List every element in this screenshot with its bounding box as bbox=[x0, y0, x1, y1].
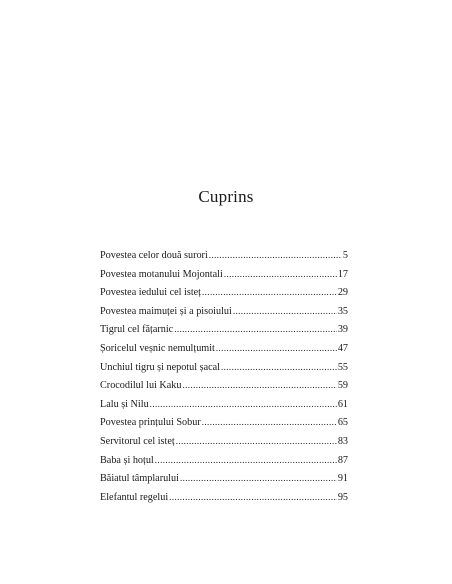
toc-entry-page: 87 bbox=[337, 454, 348, 466]
toc-entry-page: 35 bbox=[337, 305, 348, 317]
toc-entry bbox=[100, 267, 348, 286]
toc-entry-title: Povestea prințului Sobur bbox=[100, 417, 201, 429]
toc-entry-title: Unchiul tigru și nepotul șacal bbox=[100, 361, 220, 373]
toc-dot-leader bbox=[180, 471, 337, 486]
toc-dot-leader bbox=[233, 304, 337, 319]
toc-entry bbox=[100, 322, 348, 341]
toc-entry bbox=[100, 248, 348, 267]
toc-entry bbox=[100, 341, 348, 360]
toc-entry-title: Șoricelul veșnic nemulțumit bbox=[100, 342, 215, 354]
toc-entry-title: Servitorul cel isteț bbox=[100, 435, 175, 447]
toc-entry-page: 65 bbox=[337, 417, 348, 429]
toc-dot-leader bbox=[216, 341, 337, 356]
toc-entry bbox=[100, 471, 348, 490]
toc-dot-leader bbox=[150, 397, 337, 412]
toc-entry-title: Crocodilul lui Kaku bbox=[100, 380, 182, 392]
toc-entry-page: 95 bbox=[337, 491, 348, 503]
toc-entry bbox=[100, 415, 348, 434]
toc-dot-leader bbox=[202, 285, 337, 300]
page-title: Cuprins bbox=[198, 187, 254, 206]
table-of-contents bbox=[100, 248, 348, 508]
toc-entry-title: Elefantul regelui bbox=[100, 491, 169, 503]
toc-entry-title: Lalu și Nilu bbox=[100, 398, 149, 410]
toc-entry-page: 47 bbox=[337, 342, 348, 354]
toc-dot-leader bbox=[224, 267, 337, 282]
toc-entry-title: Baba și hoțul bbox=[100, 454, 154, 466]
toc-entry-title: Povestea motanului Mojontali bbox=[100, 268, 223, 280]
toc-dot-leader bbox=[176, 434, 337, 449]
toc-entry-page: 39 bbox=[337, 324, 348, 336]
toc-entry bbox=[100, 453, 348, 472]
toc-entry-title: Povestea celor două surori bbox=[100, 250, 208, 261]
toc-entry-title: Tigrul cel fățarnic bbox=[100, 324, 174, 336]
toc-dot-leader bbox=[209, 248, 342, 263]
toc-entry bbox=[100, 304, 348, 323]
toc-entry-title: Băiatul tâmplarului bbox=[100, 473, 179, 485]
toc-dot-leader bbox=[155, 453, 337, 468]
toc-dot-leader bbox=[183, 378, 337, 393]
toc-entry bbox=[100, 434, 348, 453]
toc-entry-page: 17 bbox=[337, 268, 348, 280]
toc-entry bbox=[100, 490, 348, 509]
toc-entry-page: 55 bbox=[337, 361, 348, 373]
toc-entry bbox=[100, 378, 348, 397]
toc-entry-page: 5 bbox=[342, 250, 348, 261]
toc-entry-page: 61 bbox=[337, 398, 348, 410]
toc-dot-leader bbox=[221, 360, 337, 375]
toc-dot-leader bbox=[169, 490, 337, 505]
toc-entry bbox=[100, 397, 348, 416]
toc-entry bbox=[100, 285, 348, 304]
toc-entry-page: 29 bbox=[337, 287, 348, 299]
toc-entry-title: Povestea iedului cel isteț bbox=[100, 287, 201, 299]
toc-entry-title: Povestea maimuței și a pisoiului bbox=[100, 305, 232, 317]
toc-dot-leader bbox=[174, 322, 337, 337]
toc-dot-leader bbox=[202, 415, 337, 430]
toc-entry-page: 83 bbox=[337, 435, 348, 447]
toc-entry-page: 91 bbox=[337, 473, 348, 485]
toc-entry-page: 59 bbox=[337, 380, 348, 392]
toc-entry bbox=[100, 360, 348, 379]
